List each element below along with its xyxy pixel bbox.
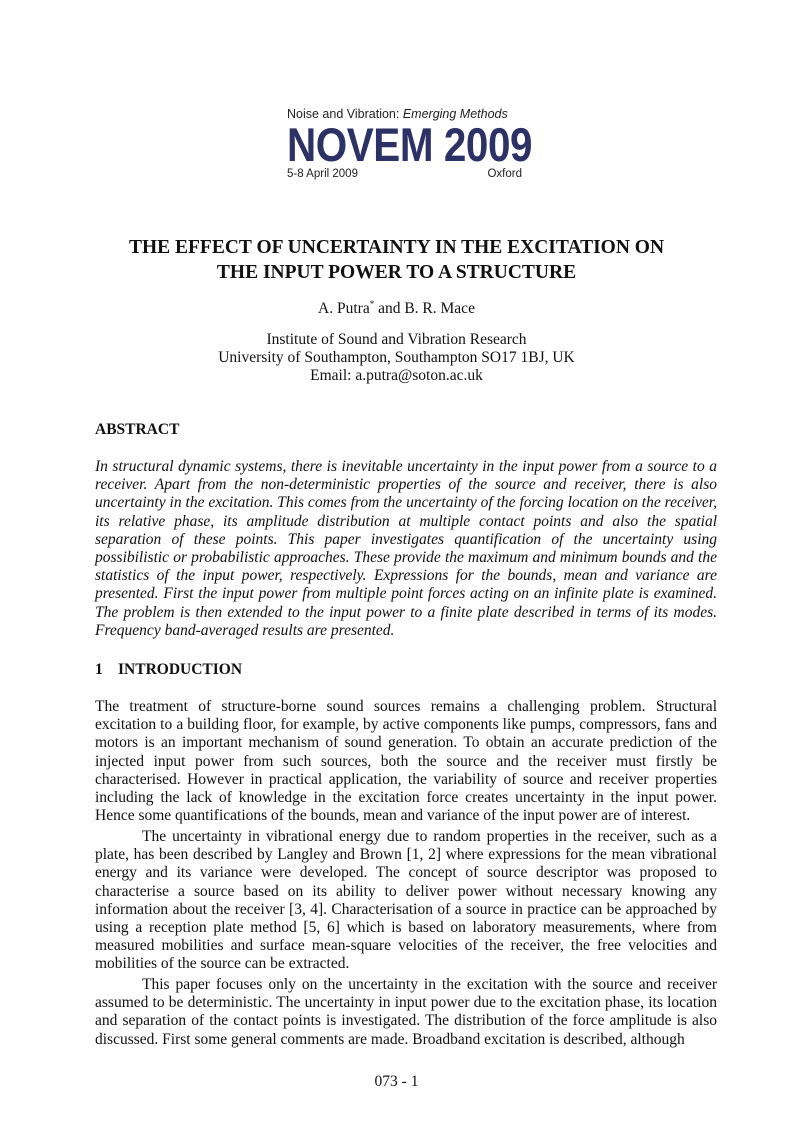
conference-header — [287, 107, 533, 181]
conference-prefix: Noise and Vibration: — [287, 107, 403, 121]
conference-logo: NOVEM 2009 — [287, 118, 533, 171]
intro-paragraph-3: This paper focuses only on the uncertainty in the excitation with the source and receiver assumed to be deterministic. The uncertainty in input power due to the excitation phase, its location and separation of the contact points is investigated. The distribution of the force amplitude is also discussed. First some general comments are made. Broadband excitation is described, although — [95, 976, 717, 1048]
conference-dates: 5-8 April 2009 — [287, 168, 358, 180]
conference-emphasis: Emerging Methods — [402, 107, 508, 121]
page-number: 073 - 1 — [374, 1073, 419, 1090]
introduction-heading — [95, 661, 242, 679]
intro-paragraph-1: The treatment of structure-borne sound sources remains a challenging problem. Structural excitation to a building floor, for example, by active components like pumps, compressors, fans and motors is an important mechanism of sound generation. To obtain an accurate prediction of the injected input power from such sources, both the source and the receiver must firstly be characterised. However in practical application, the variability of source and receiver properties including the lack of knowledge in the excitation force creates uncertainty in the input power. Hence some quantifications of the bounds, mean and variance of the input power are of interest. — [95, 698, 717, 825]
abstract-text: In structural dynamic systems, there is inevitable uncertainty in the input power from a source to a receiver. Apart from the non-deterministic properties of the source and receiver, there is also uncertainty in the excitation. This comes from the uncertainty of the forcing location on the receiver, its relative phase, its amplitude distribution at multiple contact points and also the spatial separation of these points. This paper investigates quantification of the uncertainty using possibilistic or probabilistic approaches. These provide the maximum and minimum bounds and the statistics of the input power, respectively. Expressions for the bounds, mean and variance are presented. First the input power from multiple point forces acting on an infinite plate is examined. The problem is then extended to the input power to a finite plate described in terms of its modes. Frequency band-averaged results are presented. — [95, 458, 717, 639]
abstract-heading: ABSTRACT — [95, 421, 180, 438]
paper-title-line-1: THE EFFECT OF UNCERTAINTY IN THE EXCITATION ON — [128, 237, 665, 258]
conference-location: Oxford — [487, 168, 522, 180]
author-affiliation — [80, 331, 713, 385]
intro-paragraph-2: The uncertainty in vibrational energy due to random properties in the receiver, such as a plate, has been described by Langley and Brown [1, 2] where expressions for the mean vibrational energy and its variance were developed. The concept of source descriptor was proposed to characterise a source based on its ability to deliver power without necessary knowing any information about the receiver [3, 4]. Characterisation of a source in practice can be approached by using a reception plate method [5, 6] which is based on laboratory measurements, where from measured mobilities and surface mean-square velocities of the receiver, the free velocities and mobilities of the source can be extracted. — [95, 828, 717, 973]
section-title: INTRODUCTION — [118, 661, 243, 678]
paper-title — [80, 235, 713, 285]
author-first: A. Putra — [318, 300, 370, 317]
affiliation-institute: Institute of Sound and Vibration Research — [266, 331, 527, 348]
author-rest: and B. R. Mace — [374, 300, 475, 317]
section-number: 1 — [95, 661, 103, 678]
corresponding-author-mark: * — [369, 298, 375, 309]
paper-authors — [80, 300, 713, 318]
affiliation-email: Email: a.putra@soton.ac.uk — [310, 367, 483, 384]
paper-title-line-2: THE INPUT POWER TO A STRUCTURE — [216, 262, 577, 283]
affiliation-university: University of Southampton, Southampton SO17 1BJ, UK — [218, 349, 575, 366]
